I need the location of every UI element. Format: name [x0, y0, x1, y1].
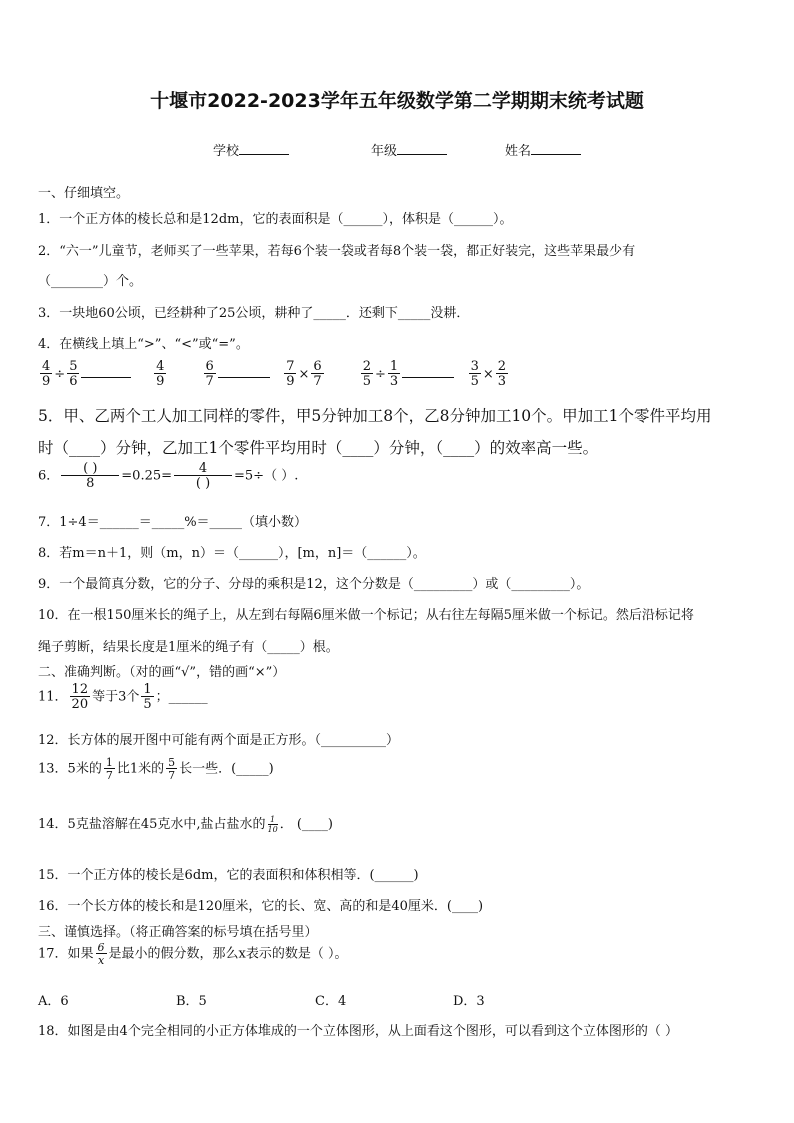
school-field: [213, 140, 289, 159]
page-title: 十堰市2022-2023学年五年级数学第二学期期末统考试题: [150, 90, 644, 112]
school-blank[interactable]: [239, 142, 289, 155]
question-12: 12．长方体的展开图中可能有两个面是正方形。（__________）: [38, 733, 400, 748]
question-15: 15．一个正方体的棱长是6dm，它的表面积和体积相等．(______): [38, 868, 419, 883]
question-10-line-1: 10．在一根150厘米长的绳子上，从左到右每隔6厘米做一个标记；从右往左每隔5厘米做一个标记。然后沿标记将: [38, 608, 694, 623]
question-14: 14．5克盐溶解在45克水中,盐占盐水的 $\frac{1}{10}$ ． (____): [38, 814, 333, 834]
question-3: 3．一块地60公顷，已经耕种了25公顷，耕种了_____．还剩下_____没耕．: [38, 306, 470, 321]
option-a[interactable]: A．6: [38, 994, 69, 1009]
question-11: 11． $\frac{12}{20}$ 等于3个 $\frac{1}{5}$ ；______: [38, 682, 208, 712]
question-4: 4．在横线上填上“>”、“<”或“=”。: [38, 337, 249, 352]
question-5-line-1: 5．甲、乙两个工人加工同样的零件，甲5分钟加工8个，乙8分钟加工10个。甲加工1个零件平均用: [38, 407, 712, 425]
option-b[interactable]: B．5: [176, 994, 207, 1009]
grade-label: 年级: [371, 144, 398, 159]
compare-item-3: $\frac{2}{5}$ ÷ $\frac{1}{3}$ $\frac{3}{5}$ × $\frac{2}{3}$: [362, 359, 507, 389]
question-8: 8．若m＝n＋1，则（m，n）＝（______），[m，n]＝（______）。: [38, 546, 426, 561]
question-18: 18．如图是由4个完全相同的小正方体堆成的一个立体图形，从上面看这个图形，可以看到这个立体图形的（ ）: [38, 1024, 678, 1039]
section-2-heading: 二、准确判断。（对的画“√”，错的画“×”）: [38, 665, 286, 680]
option-c[interactable]: C．4: [315, 994, 347, 1009]
answer-blank[interactable]: [402, 365, 454, 378]
question-16: 16．一个长方体的棱长和是120厘米，它的长、宽、高的和是40厘米．(____): [38, 899, 484, 914]
name-field: [505, 140, 581, 159]
name-blank[interactable]: [531, 142, 581, 155]
question-17: 17．如果 $\frac{6}{x}$ 是最小的假分数，那么x表示的数是（ ）。: [38, 941, 348, 967]
question-9: 9．一个最简真分数，它的分子、分母的乘积是12，这个分数是（_________）或（_________）。: [38, 577, 590, 592]
question-13: 13．5米的 $\frac{1}{7}$ 比1米的 $\frac{5}{7}$ 长一些．(_____): [38, 756, 274, 782]
question-4-items: [38, 360, 510, 388]
question-6: 6． $\frac{( )}{8}$ =0.25= $\frac{4}{( )}$ =5÷（ ）.: [38, 461, 299, 491]
compare-item-2: $\frac{6}{7}$ $\frac{7}{9}$ × $\frac{6}{7}$: [205, 359, 322, 389]
section-3-heading: 三、谨慎选择。（将正确答案的标号填在括号里）: [38, 925, 318, 940]
answer-blank[interactable]: [81, 365, 131, 378]
question-7: 7．1÷4＝______＝_____%＝_____（填小数）: [38, 515, 308, 530]
option-d[interactable]: D．3: [453, 994, 485, 1009]
question-2-line-2: （________）个。: [38, 274, 143, 289]
question-2-line-1: 2．“六一”儿童节，老师买了一些苹果，若每6个装一袋或者每8个装一袋，都正好装完，这些苹果最少有: [38, 244, 636, 259]
question-1: 1．一个正方体的棱长总和是12dm，它的表面积是（______），体积是（______）。: [38, 212, 513, 227]
compare-item-1: $\frac{4}{9}$ ÷ $\frac{5}{6}$ $\frac{4}{9}$: [42, 359, 165, 389]
name-label: 姓名: [505, 144, 532, 159]
answer-blank[interactable]: [218, 365, 270, 378]
grade-blank[interactable]: [397, 142, 447, 155]
section-1-heading: 一、仔细填空。: [38, 186, 130, 201]
school-label: 学校: [213, 144, 240, 159]
question-10-line-2: 绳子剪断，结果长度是1厘米的绳子有（_____）根。: [38, 640, 339, 655]
grade-field: [371, 140, 447, 159]
question-5-line-2: 时（____）分钟，乙加工1个零件平均用时（____）分钟，（____）的效率高一些。: [38, 439, 599, 457]
